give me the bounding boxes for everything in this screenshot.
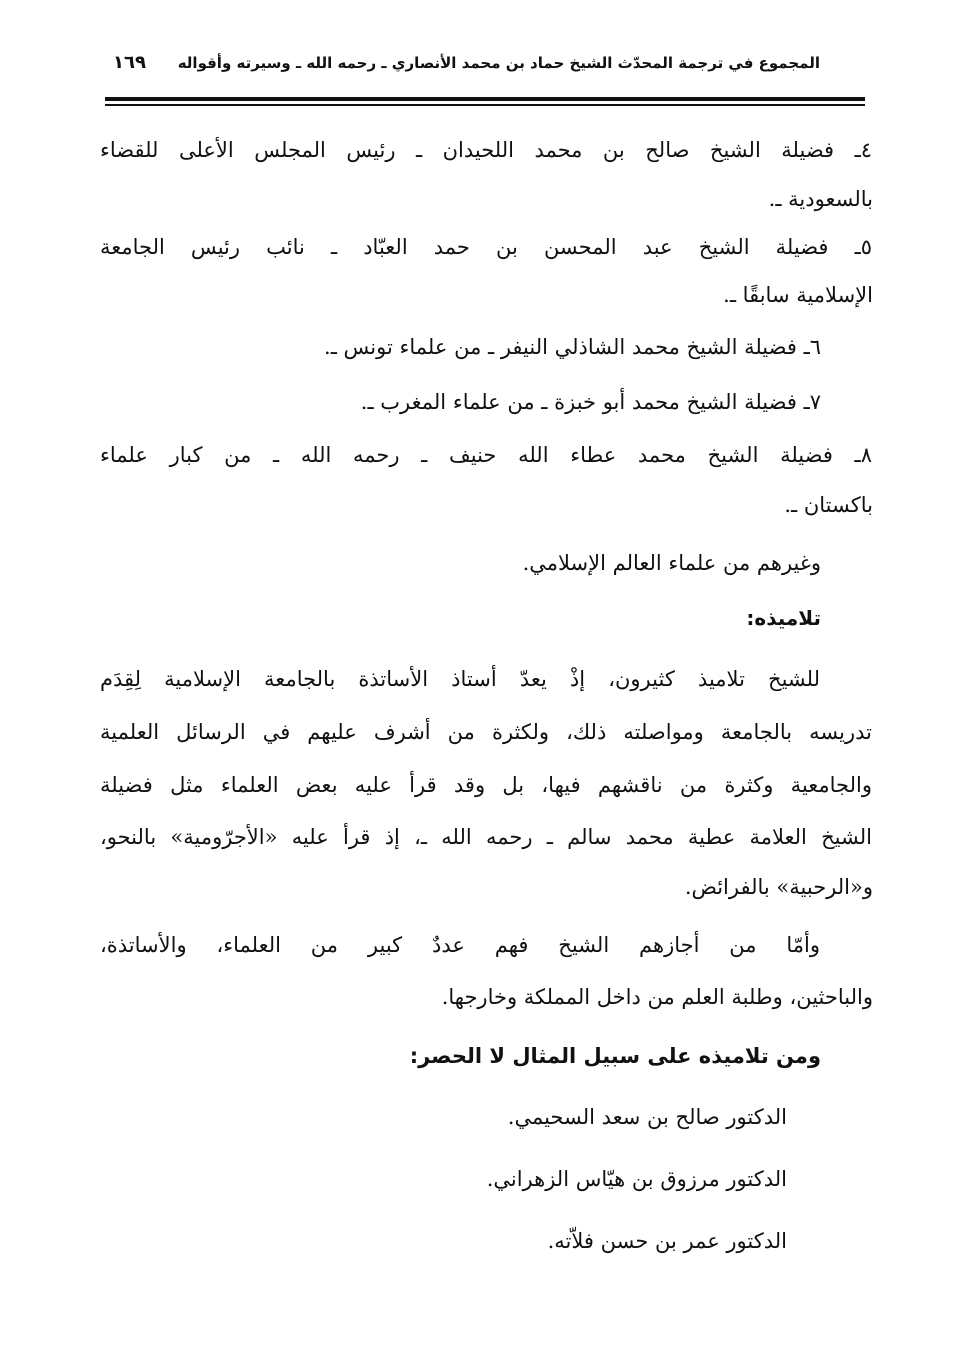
student-2: الدكتور مرزوق بن هيّاس الزهراني.	[486, 1167, 787, 1191]
teacher-item-5-line1: ٥ـ فضيلة الشيخ عبد المحسن بن حمد العبّاد ـ نائب رئيس الجامعة	[100, 235, 873, 259]
header-rule-thick	[105, 97, 865, 101]
students-paragraph-line5: و«الرحبية» بالفرائض.	[684, 875, 873, 899]
page-number: ١٦٩	[113, 52, 146, 73]
teacher-item-8-line1: ٨ـ فضيلة الشيخ محمد عطاء الله حنيف ـ رحمه الله ـ من كبار علماء	[100, 443, 872, 467]
header-rule-thin	[105, 104, 865, 106]
licensed-paragraph-line1: وأمّا من أجازهم الشيخ فهم عددٌ كبير من العلماء، والأساتذة،	[100, 933, 820, 957]
teacher-item-7: ٧ـ فضيلة الشيخ محمد أبو خبزة ـ من علماء المغرب ـ.	[360, 390, 821, 414]
teacher-item-8-line2: باكستان ـ.	[784, 493, 873, 517]
licensed-paragraph-line2: والباحثين، وطلبة العلم من داخل المملكة وخارجها.	[441, 985, 873, 1009]
students-paragraph-line2: تدريسه بالجامعة ومواصلته ذلك، ولكثرة من أشرف عليهم في الرسائل العلمية	[100, 720, 872, 744]
running-title: المجموع في ترجمة المحدّث الشيخ حماد بن محمد الأنصاري ـ رحمه الله ـ وسيرته وأقواله	[177, 54, 820, 72]
teacher-item-5-line2: الإسلامية سابقًا ـ.	[723, 283, 873, 307]
students-paragraph-line4: الشيخ العلامة عطية محمد سالم ـ رحمه الله ـ، إذ قرأ عليه «الأجرّومية» بالنحو،	[100, 825, 872, 849]
teacher-item-4-line1: ٤ـ فضيلة الشيخ صالح بن محمد اللحيدان ـ رئيس المجلس الأعلى للقضاء	[100, 138, 872, 162]
teacher-item-6: ٦ـ فضيلة الشيخ محمد الشاذلي النيفر ـ من علماء تونس ـ.	[324, 335, 821, 359]
others-line: وغيرهم من علماء العالم الإسلامي.	[522, 551, 821, 575]
examples-heading: ومن تلاميذه على سبيل المثال لا الحصر:	[409, 1044, 821, 1068]
students-paragraph-line1: للشيخ تلاميذ كثيرون، إذْ يعدّ أستاذ الأساتذة بالجامعة الإسلامية لِقِدَم	[100, 667, 820, 691]
students-heading: تلاميذه:	[746, 606, 821, 630]
student-1: الدكتور صالح بن سعد السحيمي.	[507, 1105, 787, 1129]
page-header	[105, 44, 865, 84]
student-3: الدكتور عمر بن حسن فلاّته.	[547, 1229, 787, 1253]
students-paragraph-line3: والجامعية وكثرة من ناقشهم فيها، بل وقد قرأ عليه بعض العلماء مثل فضيلة	[100, 773, 872, 797]
teacher-item-4-line2: بالسعودية ـ.	[768, 187, 873, 211]
